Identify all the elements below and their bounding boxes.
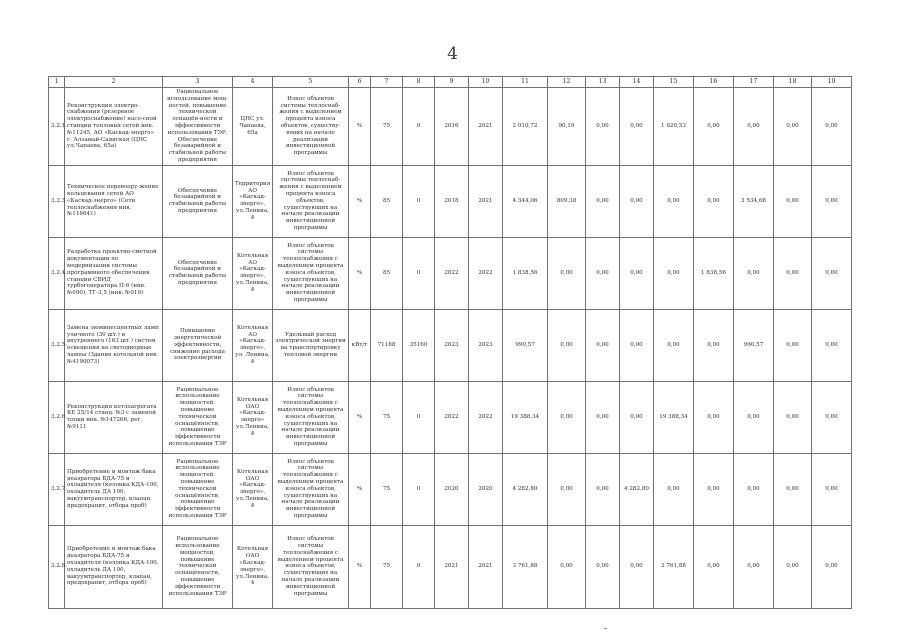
end-year-cell: 2021 [469,525,503,608]
location-cell: Котельная АО «Каскад-энерго», ул.Ленина, 4 [233,237,273,309]
project-goal-cell: Повышение энергетической эффективности, снижение расхода электроэнергии [163,309,233,381]
cost-year-4-cell: 0,00 [654,309,694,381]
cost-year-3-cell: 0,00 [620,309,654,381]
cost-year-4-cell: 19 388,34 [654,381,694,453]
unit-cell: % [349,525,371,608]
cost-year-5-cell: 0,00 [694,525,734,608]
project-name-cell: Реконструкция электро-снабжения (резервное электроснабжение) насо-сной станции тепловых сетей инв.№11245, АО «Каскад-энерго» г. Алзамай-Саянская (ЦНС ул.Чапаева, 65а) [65,88,163,166]
start-year-cell: 2022 [435,381,469,453]
project-name-cell: Приобретение и монтаж бака деаэратора БДА-75 и охладителя (колонка КДА-100, охладитель ДА 100, вакуумтранспортер, клапан, предохранит, отбора проб) [65,453,163,525]
start-year-cell: 2020 [435,453,469,525]
location-cell: Котельная АО «Каскад-энерго», ул. Ленина, 4 [233,309,273,381]
table-row [49,165,852,237]
end-year-cell: 2023 [469,309,503,381]
unit-cell: % [349,453,371,525]
cost-year-7-cell: 0,00 [774,237,812,309]
cost-year-6-cell: 0,00 [734,453,774,525]
total-cost-cell: 1 838,56 [503,237,548,309]
cost-year-1-cell: 90,19 [548,88,586,166]
cost-year-5-cell: 0,00 [694,88,734,166]
row-number-cell: 3.2.4. [49,237,65,309]
indicator-name-cell: Износ объектов системы теплоснабжения с выделением процента износа объектов, существующих на начало реализации инвестиционной программы [273,453,349,525]
indicator-after-cell: 35160 [403,309,435,381]
cost-year-8-cell: 0,00 [812,309,852,381]
indicator-name-cell: Износ объектов системы теплоснабжения с выделением процента износа объектов, существующих на начало реализации инвестиционной программы [273,237,349,309]
column-number: 4 [233,77,273,88]
cost-year-5-cell: 1 838,56 [694,237,734,309]
project-goal-cell: Рациональное использование мощностей, повышение технической оснащённости, повышение эффективности использования ТЭР [163,453,233,525]
indicator-name-cell: Износ объектов системы теплоснабжения с выделением процента износа объектов, существующих на начало реализации инвестиционной программы [273,381,349,453]
column-number: 9 [435,77,469,88]
cost-year-8-cell: 0,00 [812,88,852,166]
total-cost-cell: 4 344,06 [503,165,548,237]
row-number-cell: 3.2.6. [49,381,65,453]
indicator-before-cell: 75 [371,525,403,608]
cost-year-5-cell: 0,00 [694,453,734,525]
cost-year-5-cell: 0,00 [694,165,734,237]
table-row [49,237,852,309]
indicator-before-cell: 71188 [371,309,403,381]
total-cost-cell: 990,57 [503,309,548,381]
cost-year-3-cell: 0,00 [620,525,654,608]
row-number-cell: 3.2.7. [49,453,65,525]
column-number: 12 [548,77,586,88]
cost-year-4-cell: 0,00 [654,453,694,525]
indicator-after-cell: 0 [403,165,435,237]
scan-artifact [604,628,607,629]
cost-year-8-cell: 0,00 [812,237,852,309]
cost-year-7-cell: 0,00 [774,165,812,237]
cost-year-1-cell: 0,00 [548,309,586,381]
start-year-cell: 2022 [435,237,469,309]
cost-year-6-cell: 0,00 [734,237,774,309]
cost-year-6-cell: 0,00 [734,525,774,608]
table-row [49,453,852,525]
end-year-cell: 2020 [469,453,503,525]
location-cell: Котельная ОАО «Каскад-энерго», ул.Ленина, 4 [233,453,273,525]
project-name-cell: Разработка проектно-сметной документации по модернизации системы программного обеспечения станции СВИД турбогенератора П-6 (инв. №090), ТГ-3,5 (инв. №019) [65,237,163,309]
cost-year-1-cell: 809,38 [548,165,586,237]
total-cost-cell: 4 282,80 [503,453,548,525]
column-number: 11 [503,77,548,88]
column-number: 16 [694,77,734,88]
cost-year-3-cell: 0,00 [620,165,654,237]
indicator-name-cell: Износ объектов системы теплоснаб-жения с выделением процента износа объектов, существу-ющих на начало реализации инвестиционной программы [273,88,349,166]
end-year-cell: 2021 [469,165,503,237]
cost-year-7-cell: 0,00 [774,88,812,166]
total-cost-cell: 3 761,88 [503,525,548,608]
location-cell: Территория АО «Каскад-энерго», ул.Ленина, 4 [233,165,273,237]
cost-year-3-cell: 0,00 [620,237,654,309]
cost-year-7-cell: 0,00 [774,381,812,453]
cost-year-2-cell: 0,00 [586,381,620,453]
location-cell: ЦНС ул. Чапаева, 65а [233,88,273,166]
indicator-after-cell: 0 [403,453,435,525]
total-cost-cell: 2 010,72 [503,88,548,166]
project-name-cell: Реконструкция котлоагрегата КЕ 25/14 станц. №3 с заменой топки инв. №147266, рег. №9111 [65,381,163,453]
unit-cell: кВт/т [349,309,371,381]
start-year-cell: 2021 [435,525,469,608]
column-number: 2 [65,77,163,88]
total-cost-cell: 19 388,34 [503,381,548,453]
end-year-cell: 2022 [469,237,503,309]
cost-year-1-cell: 0,00 [548,381,586,453]
project-goal-cell: Рациональное использование мощностей, повышение технической оснащённости, повышение эффективности использования ТЭР [163,381,233,453]
cost-year-4-cell: 3 761,88 [654,525,694,608]
cost-year-3-cell: 0,00 [620,88,654,166]
cost-year-2-cell: 0,00 [586,525,620,608]
table-row [49,88,852,166]
column-number: 8 [403,77,435,88]
start-year-cell: 2018 [435,165,469,237]
project-goal-cell: Обеспечение безаварийной и стабильной работы предприятия [163,237,233,309]
row-number-cell: 3.2.5. [49,309,65,381]
project-goal-cell: Рациональное использование мощ-ностей, повышение технической оснащён-ности и эффективности использования ТЭР. Обеспечение безаварийной и стабильной работы предприятия [163,88,233,166]
cost-year-5-cell: 0,00 [694,309,734,381]
column-number: 18 [774,77,812,88]
project-name-cell: Приобретение и монтаж бака деаэратора БДА-75 и охладителя (колонка КДА-100, охладитель ДА 100, вакуумтранспортер, клапан, предохранит, отбора проб) [65,525,163,608]
cost-year-6-cell: 0,00 [734,381,774,453]
indicator-after-cell: 0 [403,237,435,309]
indicator-after-cell: 0 [403,381,435,453]
indicator-name-cell: Износ объектов системы теплоснабжения с выделением процента износа объектов, существующих на начало реализации инвестиционной программы [273,525,349,608]
unit-cell: % [349,237,371,309]
column-number: 15 [654,77,694,88]
cost-year-1-cell: 0,00 [548,237,586,309]
column-number: 6 [349,77,371,88]
project-goal-cell: Рациональное использование мощностей, повышение технической оснащённости, повышение эффективности использования ТЭР [163,525,233,608]
cost-year-4-cell: 1 920,53 [654,88,694,166]
column-number: 10 [469,77,503,88]
column-number: 5 [273,77,349,88]
project-name-cell: Замена люминесцентных ламп уличного (30 шт.) и внутреннего (163 шт.) систем освещения на светодиодные лампы (Здание котельной инв. №4190073) [65,309,163,381]
cost-year-7-cell: 0,00 [774,309,812,381]
cost-year-6-cell: 990,57 [734,309,774,381]
cost-year-7-cell: 0,00 [774,525,812,608]
unit-cell: % [349,381,371,453]
investment-program-table [48,76,852,609]
table-row [49,525,852,608]
cost-year-1-cell: 0,00 [548,453,586,525]
cost-year-2-cell: 0,00 [586,88,620,166]
cost-year-5-cell: 0,00 [694,381,734,453]
unit-cell: % [349,165,371,237]
cost-year-8-cell: 0,00 [812,453,852,525]
location-cell: Котельная ОАО «Каскад-энерго» ул.Ленина, 4 [233,381,273,453]
column-number: 3 [163,77,233,88]
cost-year-3-cell: 4 282,80 [620,453,654,525]
page-number: 4 [447,44,458,64]
start-year-cell: 2023 [435,309,469,381]
cost-year-6-cell: 3 534,68 [734,165,774,237]
start-year-cell: 2016 [435,88,469,166]
cost-year-3-cell: 0,00 [620,381,654,453]
column-number: 13 [586,77,620,88]
cost-year-4-cell: 0,00 [654,165,694,237]
project-goal-cell: Обеспечение безаварийной и стабильной работы предприятия [163,165,233,237]
table-row [49,381,852,453]
indicator-after-cell: 0 [403,88,435,166]
column-number: 1 [49,77,65,88]
cost-year-8-cell: 0,00 [812,381,852,453]
cost-year-1-cell: 0,00 [548,525,586,608]
row-number-cell: 3.2.1. [49,88,65,166]
indicator-before-cell: 75 [371,381,403,453]
cost-year-4-cell: 0,00 [654,237,694,309]
column-number-row [49,77,852,88]
end-year-cell: 2022 [469,381,503,453]
indicator-name-cell: Износ объектов системы теплоснаб-жения с выделением процента износа объектов, существующих на начало реализации инвестиционной программы [273,165,349,237]
row-number-cell: 3.2.8. [49,525,65,608]
column-number: 14 [620,77,654,88]
cost-year-2-cell: 0,00 [586,237,620,309]
cost-year-8-cell: 0,00 [812,525,852,608]
indicator-before-cell: 75 [371,88,403,166]
indicator-before-cell: 85 [371,165,403,237]
cost-year-8-cell: 0,00 [812,165,852,237]
cost-year-6-cell: 0,00 [734,88,774,166]
column-number: 7 [371,77,403,88]
location-cell: Котельная ОАО «Каскад-энерго», ул.Ленина, 4 [233,525,273,608]
cost-year-2-cell: 0,00 [586,453,620,525]
column-number: 19 [812,77,852,88]
table-row [49,309,852,381]
indicator-before-cell: 85 [371,237,403,309]
cost-year-2-cell: 0,00 [586,309,620,381]
row-number-cell: 3.2.3. [49,165,65,237]
end-year-cell: 2021 [469,88,503,166]
cost-year-7-cell: 0,00 [774,453,812,525]
indicator-after-cell: 0 [403,525,435,608]
unit-cell: % [349,88,371,166]
project-name-cell: Техническое перевоору-жение кольцевания сетей АО «Каскад-энерго» (Сети теплоснабжения инв. №116641) [65,165,163,237]
column-number: 17 [734,77,774,88]
indicator-before-cell: 75 [371,453,403,525]
cost-year-2-cell: 0,00 [586,165,620,237]
indicator-name-cell: Удельный расход электрической энергии на транспортировку тепловой энергии [273,309,349,381]
